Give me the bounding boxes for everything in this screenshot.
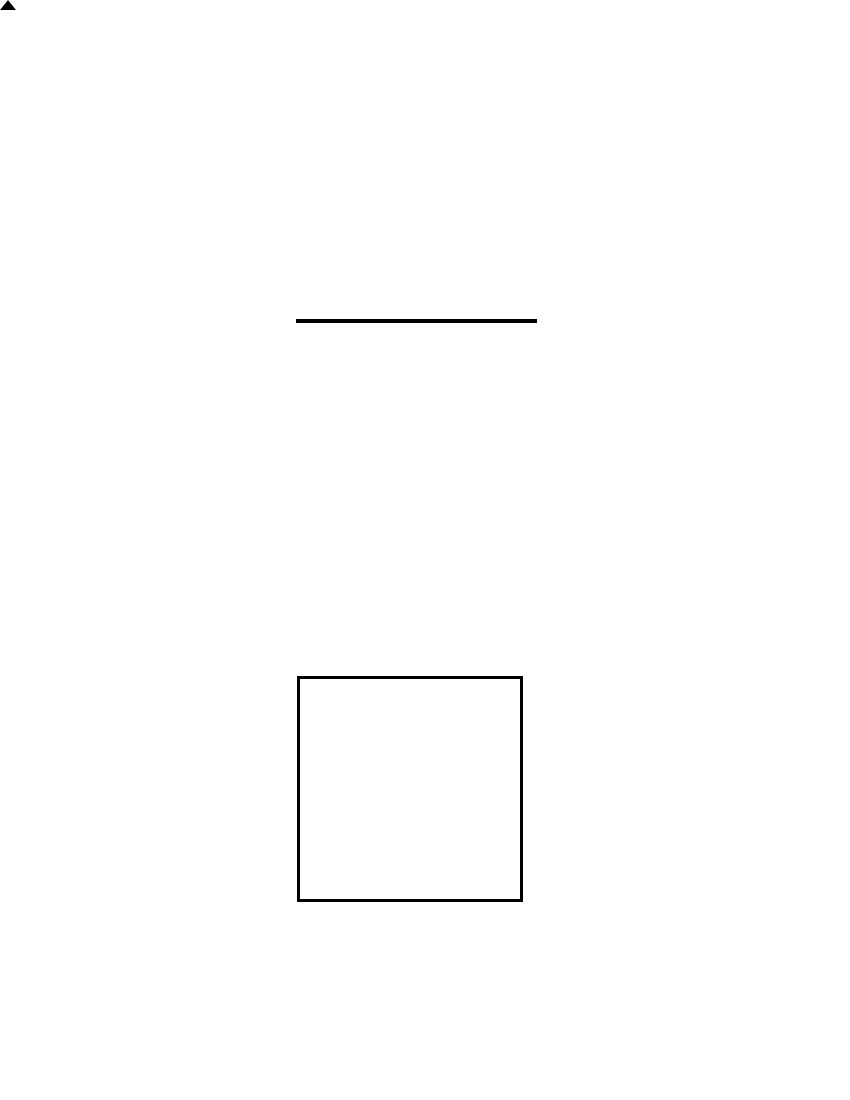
seismogram-traces-canvas [294, 164, 534, 318]
contour-surface-canvas [300, 679, 520, 899]
best-fit-triangle-marker [0, 0, 16, 10]
time-axis-line [296, 319, 537, 323]
